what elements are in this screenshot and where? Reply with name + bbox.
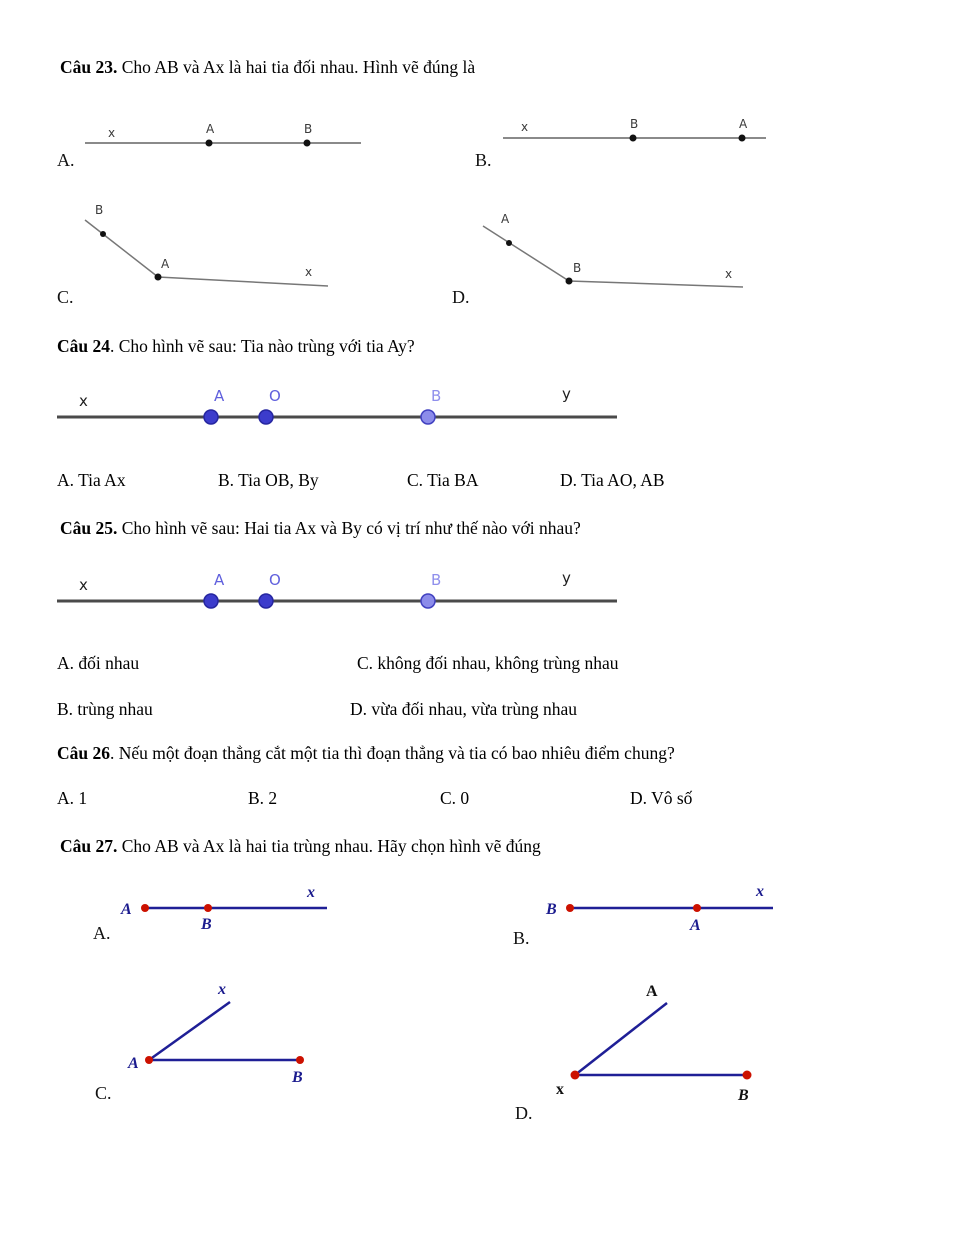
point-dot-o [259,410,273,424]
point-label-b: B [201,916,212,933]
ray-label: x [108,126,116,140]
point-label: B [573,261,582,275]
point-dot [506,240,512,246]
option-letter-27a: A. [93,923,111,943]
point-label-b: B [292,1069,303,1086]
option-letter-27d: D. [515,1103,533,1123]
question-23-text: Cho AB và Ax là hai tia đối nhau. Hình vẽ đúng là [117,57,476,77]
figure-27b [540,882,785,938]
point-dot-b [743,1071,752,1080]
point-label-a: A [214,571,225,589]
figure-23b [503,112,773,152]
q26-option-a: A. 1 [57,788,88,808]
point-dot-o [259,594,273,608]
point-label: A [206,122,215,136]
q25-option-a: A. đối nhau [57,653,140,673]
question-24-number: Câu 24 [57,336,110,356]
option-letter-23d: D. [452,287,470,307]
option-letter-23a: A. [57,150,75,170]
point-dot-b [421,594,435,608]
ray-label: x [305,265,313,279]
point-label-a: A [121,901,132,918]
figure-23d [480,212,748,294]
ray-label-x: x [79,392,88,410]
point-label: B [304,122,313,136]
ray-label-x: x [307,884,315,901]
point-dot-a [145,1056,153,1064]
point-dot [155,274,162,281]
question-25-text: Cho hình vẽ sau: Hai tia Ax và By có vị trí như thế nào với nhau? [117,518,581,538]
q26-option-b: B. 2 [248,788,278,808]
point-dot [206,140,213,147]
point-label-b: B [431,387,442,405]
point-label: B [95,203,104,217]
point-label-a: A [690,917,701,934]
figure-27d [548,982,763,1104]
question-23-title [60,57,475,78]
point-dot [630,135,637,142]
point-dot [100,231,106,237]
point-label: B [630,117,639,131]
figure-23c [83,202,333,294]
bent-line-23c [85,220,328,286]
point-label-b: B [431,571,442,589]
point-dot-a [693,904,701,912]
question-26-number: Câu 26 [57,743,110,763]
ray-line-diagonal [149,1002,230,1060]
figure-27c [120,982,320,1088]
ray-label-y: y [562,570,571,587]
ray-label-x: x [218,982,226,998]
point-dot [739,135,746,142]
figure-24 [57,386,622,430]
point-label-b: B [546,901,557,918]
point-label-a: A [128,1055,139,1072]
ray-label-y: y [562,386,571,403]
q24-option-c: C. Tia BA [407,470,479,490]
ray-label-x: x [79,576,88,594]
q24-option-d: D. Tia AO, AB [560,470,665,490]
point-dot-b [204,904,212,912]
option-letter-27c: C. [95,1083,112,1103]
point-dot-b [296,1056,304,1064]
point-label: A [739,117,748,131]
question-24-text: . Cho hình vẽ sau: Tia nào trùng với tia Ay? [110,336,415,356]
ray-label: x [725,267,733,281]
point-label: A [161,257,170,271]
point-label-b: B [738,1087,749,1104]
question-27-title [60,836,541,857]
point-label-a: A [214,387,225,405]
ray-label: x [521,120,529,134]
bent-line-23d [483,226,743,287]
point-dot-a [204,594,218,608]
question-27-text: Cho AB và Ax là hai tia trùng nhau. Hãy chọn hình vẽ đúng [117,836,541,856]
q26-option-d: D. Vô số [630,788,693,808]
question-24-title [57,336,415,357]
point-label-o: O [269,571,281,589]
question-26-title [57,743,675,764]
point-dot-b [566,904,574,912]
figure-25 [57,570,622,614]
option-letter-23c: C. [57,287,74,307]
option-letter-27b: B. [513,928,530,948]
point-label: A [501,212,510,226]
ray-line-diagonal [575,1003,667,1075]
q26-option-c: C. 0 [440,788,470,808]
question-25-title [60,518,581,539]
ray-label-x: x [756,883,764,900]
question-25-number: Câu 25. [60,518,118,538]
option-letter-23b: B. [475,150,492,170]
point-dot [566,278,573,285]
point-dot-a [141,904,149,912]
q25-option-d: D. vừa đối nhau, vừa trùng nhau [350,699,577,719]
figure-23a [85,115,365,155]
question-26-text: . Nếu một đoạn thẳng cắt một tia thì đoạn thẳng và tia có bao nhiêu điểm chung? [110,743,675,763]
point-label-o: O [269,387,281,405]
question-27-number: Câu 27. [60,836,118,856]
figure-27a [115,884,345,936]
point-dot-a [204,410,218,424]
question-23-number: Câu 23. [60,57,118,77]
point-dot-b [421,410,435,424]
point-label-a: A [646,983,658,1000]
q24-option-a: A. Tia Ax [57,470,126,490]
vertex-label-x: x [556,1081,564,1098]
q24-option-b: B. Tia OB, By [218,470,319,490]
q25-option-c: C. không đối nhau, không trùng nhau [357,653,619,673]
point-dot [304,140,311,147]
point-dot-x [571,1071,580,1080]
q25-option-b: B. trùng nhau [57,699,153,719]
